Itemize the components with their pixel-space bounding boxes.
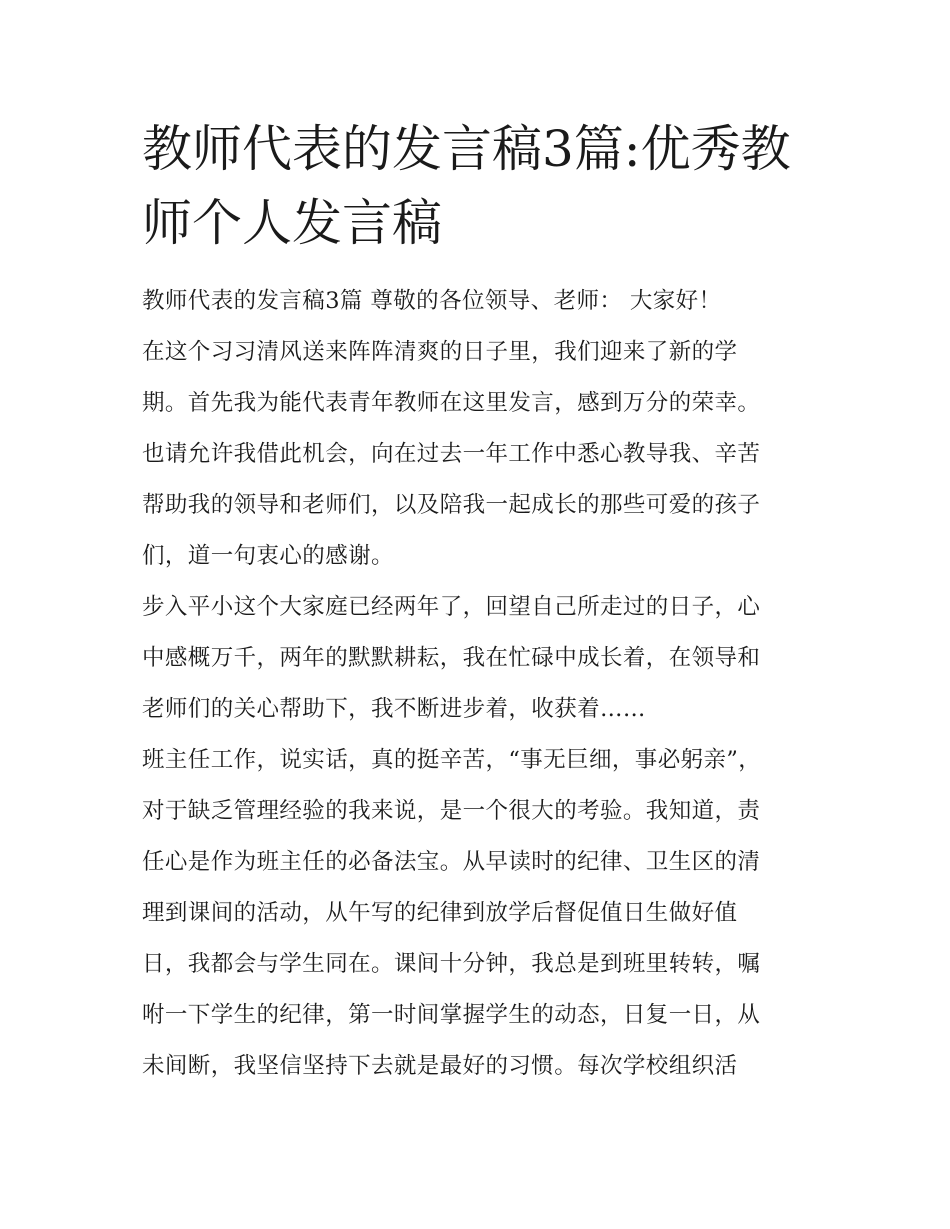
- text-line: 中感概万千，两年的默默耕耘，我在忙碌中成长着，在领导和: [142, 645, 761, 671]
- text-line: 未间断，我坚信坚持下去就是最好的习惯。每次学校组织活: [142, 1053, 738, 1079]
- text-line: 班主任工作，说实话，真的挺辛苦，“事无巨细，事必躬亲”，: [142, 747, 762, 773]
- document-page: [142, 112, 814, 1092]
- title-line: 师个人发言稿: [142, 194, 442, 252]
- document-title: [142, 112, 814, 260]
- paragraph: [142, 582, 814, 735]
- paragraph: [142, 735, 814, 1092]
- text-line: 帮助我的领导和老师们，以及陪我一起成长的那些可爱的孩子: [142, 492, 761, 518]
- text-line: 期。首先我为能代表青年教师在这里发言，感到万分的荣幸。: [142, 390, 761, 416]
- text-line: 在这个习习清风送来阵阵清爽的日子里，我们迎来了新的学: [142, 339, 738, 365]
- document-body: [142, 276, 814, 1092]
- text-line: 步入平小这个大家庭已经两年了，回望自己所走过的日子，心: [142, 594, 761, 620]
- paragraph: [142, 276, 814, 327]
- title-line: 教师代表的发言稿3篇:优秀教: [142, 120, 791, 178]
- text-line: 老师们的关心帮助下，我不断进步着，收获着……: [142, 696, 646, 722]
- text-line: 理到课间的活动，从午写的纪律到放学后督促值日生做好值: [142, 900, 738, 926]
- text-line: 们，道一句衷心的感谢。: [142, 543, 394, 569]
- text-line: 咐一下学生的纪律，第一时间掌握学生的动态，日复一日，从: [142, 1002, 761, 1028]
- paragraph: [142, 327, 814, 582]
- text-line: 对于缺乏管理经验的我来说，是一个很大的考验。我知道，责: [142, 798, 761, 824]
- text-line: 日，我都会与学生同在。课间十分钟，我总是到班里转转，嘱: [142, 951, 761, 977]
- text-line: 任心是作为班主任的必备法宝。从早读时的纪律、卫生区的清: [142, 849, 761, 875]
- text-line: 教师代表的发言稿3篇 尊敬的各位领导、老师： 大家好！: [142, 288, 722, 314]
- text-line: 也请允许我借此机会，向在过去一年工作中悉心教导我、辛苦: [142, 441, 761, 467]
